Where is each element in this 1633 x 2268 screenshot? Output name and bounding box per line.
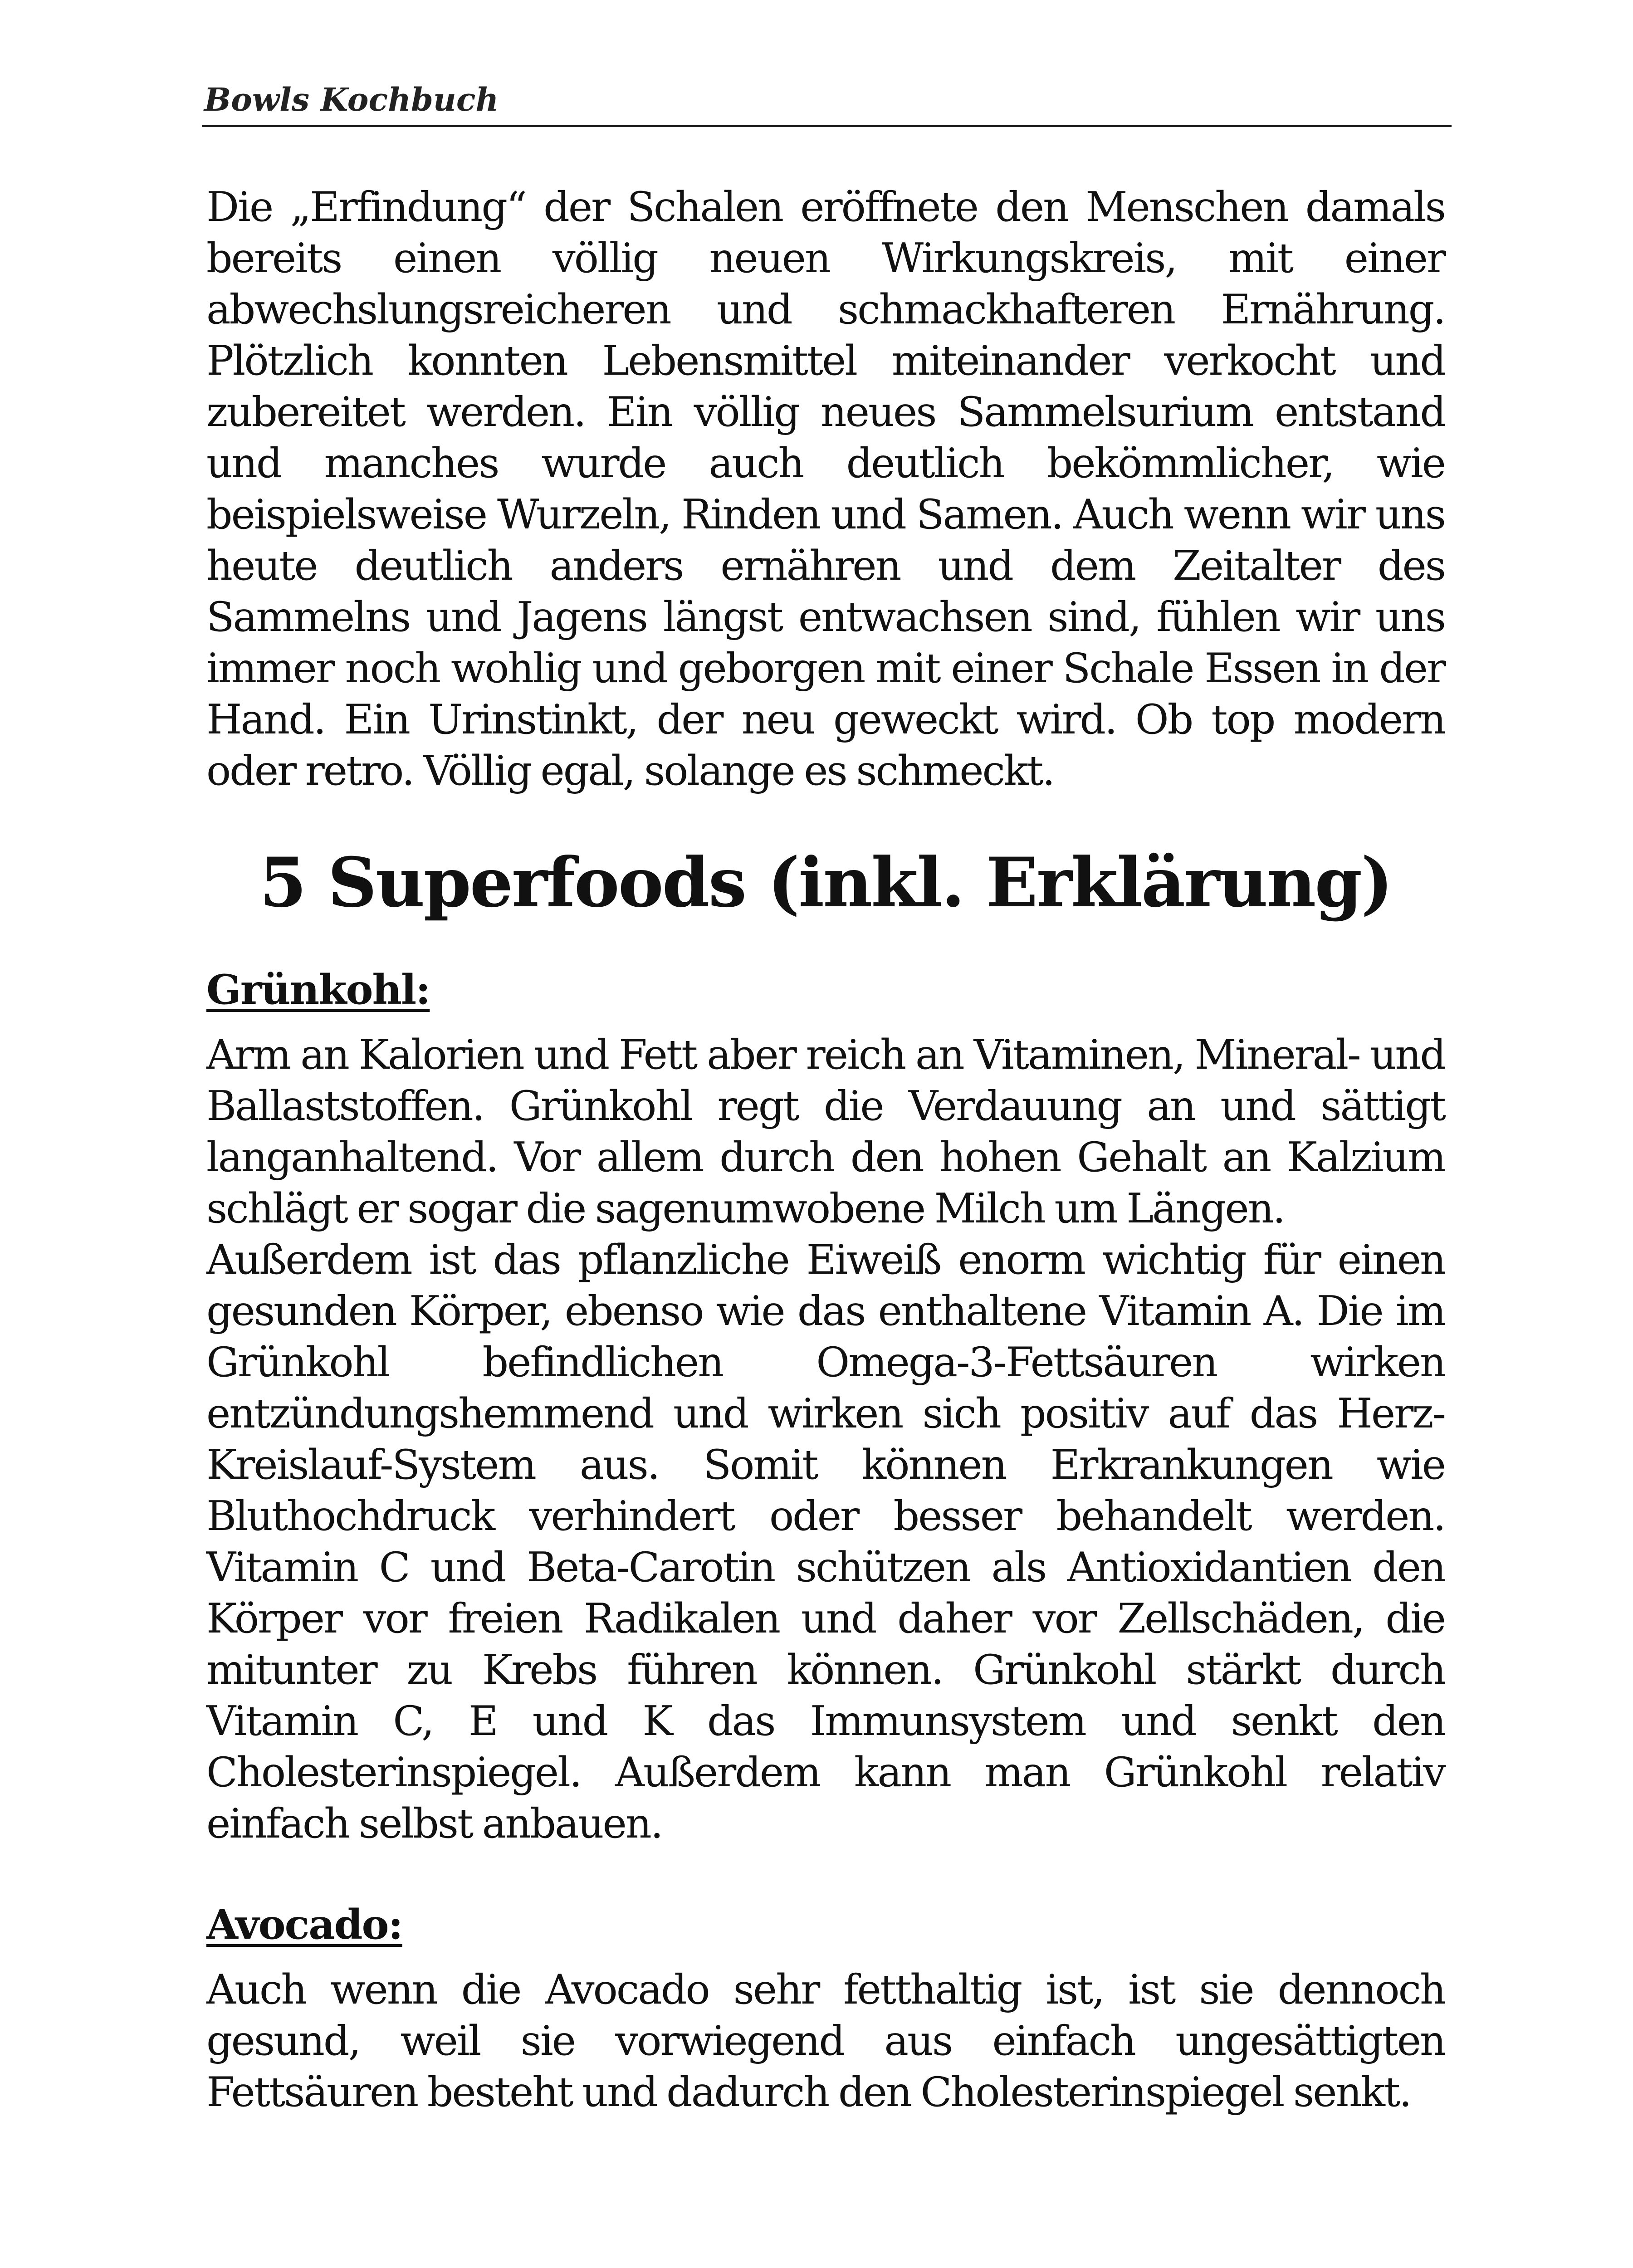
page-content (206, 181, 1445, 2118)
section-spacer (206, 1849, 1445, 1899)
section-paragraph: Arm an Kalorien und Fett aber reich an Vitaminen, Mineral- und Ballaststoffen. Grünkohl regt die Verdauung an und sättigt langanhaltend. Vor allem durch den hohen Gehalt an Kalzium schlägt er sogar die sagenumwobene Milch um Längen. (206, 1031, 1445, 1232)
section-heading: Grünkohl: (206, 966, 430, 1014)
header-rule (202, 125, 1452, 127)
chapter-title: 5 Superfoods (inkl. Erklärung) (259, 843, 1392, 923)
section-gruenkohl (206, 964, 1445, 1849)
section-avocado (206, 1899, 1445, 2118)
running-header: Bowls Kochbuch (204, 81, 499, 118)
intro-paragraph: Die „Erfindung“ der Schalen eröffnete den Menschen damals bereits einen völlig neuen Wirkungskreis, mit einer abwechslungsreicheren und schmackhafteren Ernährung. Plötzlich konnten Lebensmittel miteinander verkocht und zubereitet werden. Ein völlig neues Sammelsurium entstand und manches wurde auch deutlich bekömmlicher, wie beispielsweise Wurzeln, Rinden und Samen. Auch wenn wir uns heute deutlich anders ernähren und dem Zeitalter des Sammelns und Jagens längst entwachsen sind, fühlen wir uns immer noch wohlig und geborgen mit einer Schale Essen in der Hand. Ein Urinstinkt, der neu geweckt wird. Ob top modern oder retro. Völlig egal, solange es schmeckt. (206, 183, 1445, 795)
section-paragraph: Außerdem ist das pflanzliche Eiweiß enorm wichtig für einen gesunden Körper, ebenso wie das enthaltene Vitamin A. Die im Grünkohl befindlichen Omega-3-Fettsäuren wirken entzündungshemmend und wirken sich positiv auf das Herz-Kreislauf-System aus. Somit können Erkrankungen wie Bluthochdruck verhindert oder besser behandelt werden. Vitamin C und Beta-Carotin schützen als Antioxidantien den Körper vor freien Radikalen und daher vor Zellschäden, die mitunter zu Krebs führen können. Grünkohl stärkt durch Vitamin C, E und K das Immunsystem und senkt den Cholesterinspiegel. Außerdem kann man Grünkohl relativ einfach selbst anbauen. (206, 1236, 1445, 1848)
section-paragraph: Auch wenn die Avocado sehr fetthaltig ist, ist sie dennoch gesund, weil sie vorwiegend aus einfach ungesättigten Fettsäuren besteht und dadurch den Cholesterinspiegel senkt. (206, 1966, 1445, 2116)
section-heading: Avocado: (206, 1901, 402, 1949)
